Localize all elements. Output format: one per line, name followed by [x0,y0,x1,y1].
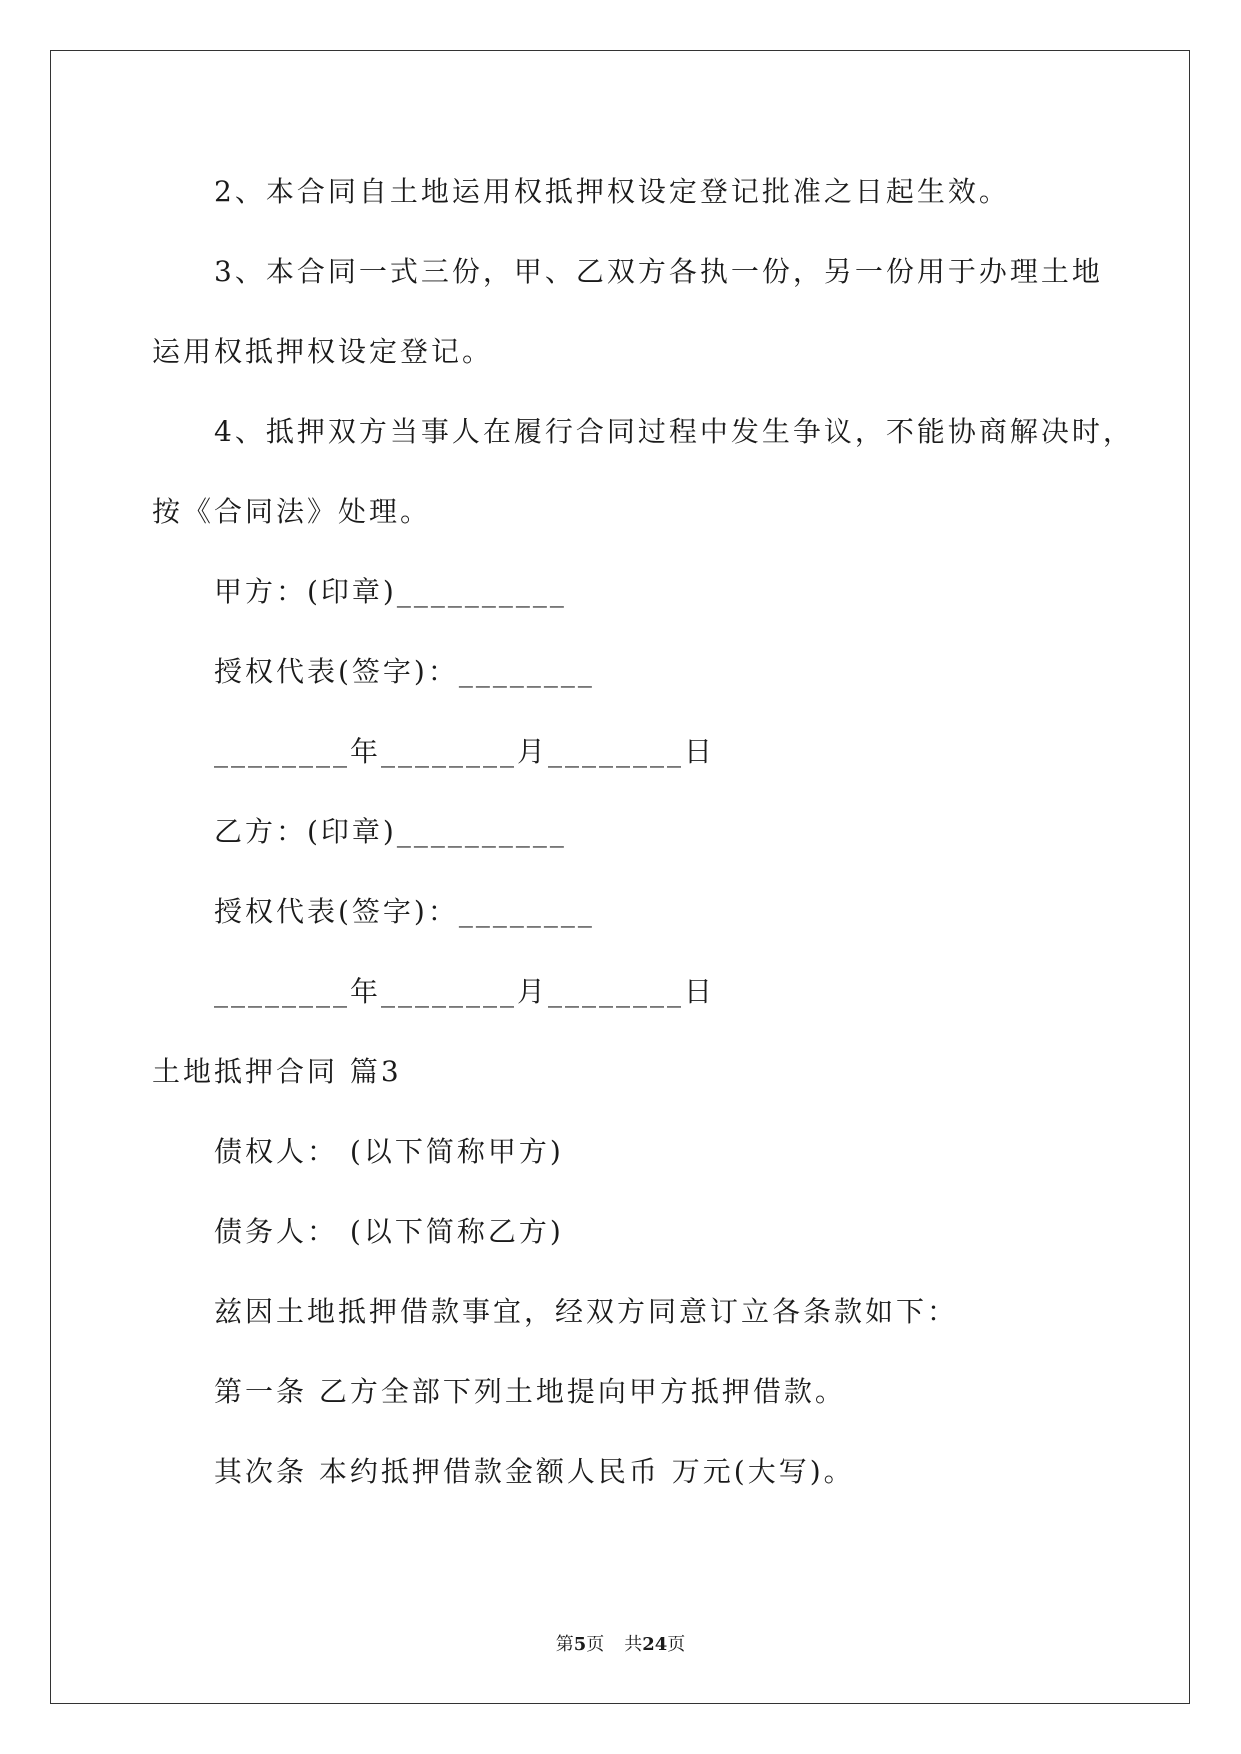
party-b-seal-line: 乙方：(印章)__________ [214,815,567,848]
article-1-text: 第一条 乙方全部下列土地提向甲方抵押借款。 [214,1375,846,1408]
page-prefix: 第 [555,1634,574,1655]
page-footer [0,1634,1241,1656]
page-current-number: 5 [573,1634,587,1655]
total-unit: 页 [667,1634,686,1655]
clause-4-text: 4、抵押双方当事人在履行合同过程中发生争议，不能协商解决时， [214,415,1134,448]
clause-3-text: 3、本合同一式三份，甲、乙双方各执一份，另一份用于办理土地 [214,255,1103,288]
clause-2-text: 2、本合同自土地运用权抵押权设定登记批准之日起生效。 [214,175,1010,208]
page-unit: 页 [586,1634,605,1655]
clause-4-continuation: 按《合同法》处理。 [152,495,432,528]
party-b-signature-line: 授权代表(签字)：________ [214,895,595,928]
debtor-line: 债务人： (以下简称乙方) [214,1215,564,1248]
party-a-date-line: ________年________月________日 [214,735,716,768]
page-total-number: 24 [642,1634,668,1655]
total-prefix: 共 [624,1634,643,1655]
party-a-signature-line: 授权代表(签字)：________ [214,655,595,688]
preamble-text: 兹因土地抵押借款事宜，经双方同意订立各条款如下： [214,1295,959,1328]
party-a-seal-line: 甲方：(印章)__________ [214,575,567,608]
creditor-line: 债权人： (以下简称甲方) [214,1135,564,1168]
section-heading: 土地抵押合同 篇3 [152,1055,402,1088]
article-2-text: 其次条 本约抵押借款金额人民币 万元(大写)。 [214,1455,855,1488]
party-b-date-line: ________年________月________日 [214,975,716,1008]
clause-3-continuation: 运用权抵押权设定登记。 [152,335,494,368]
